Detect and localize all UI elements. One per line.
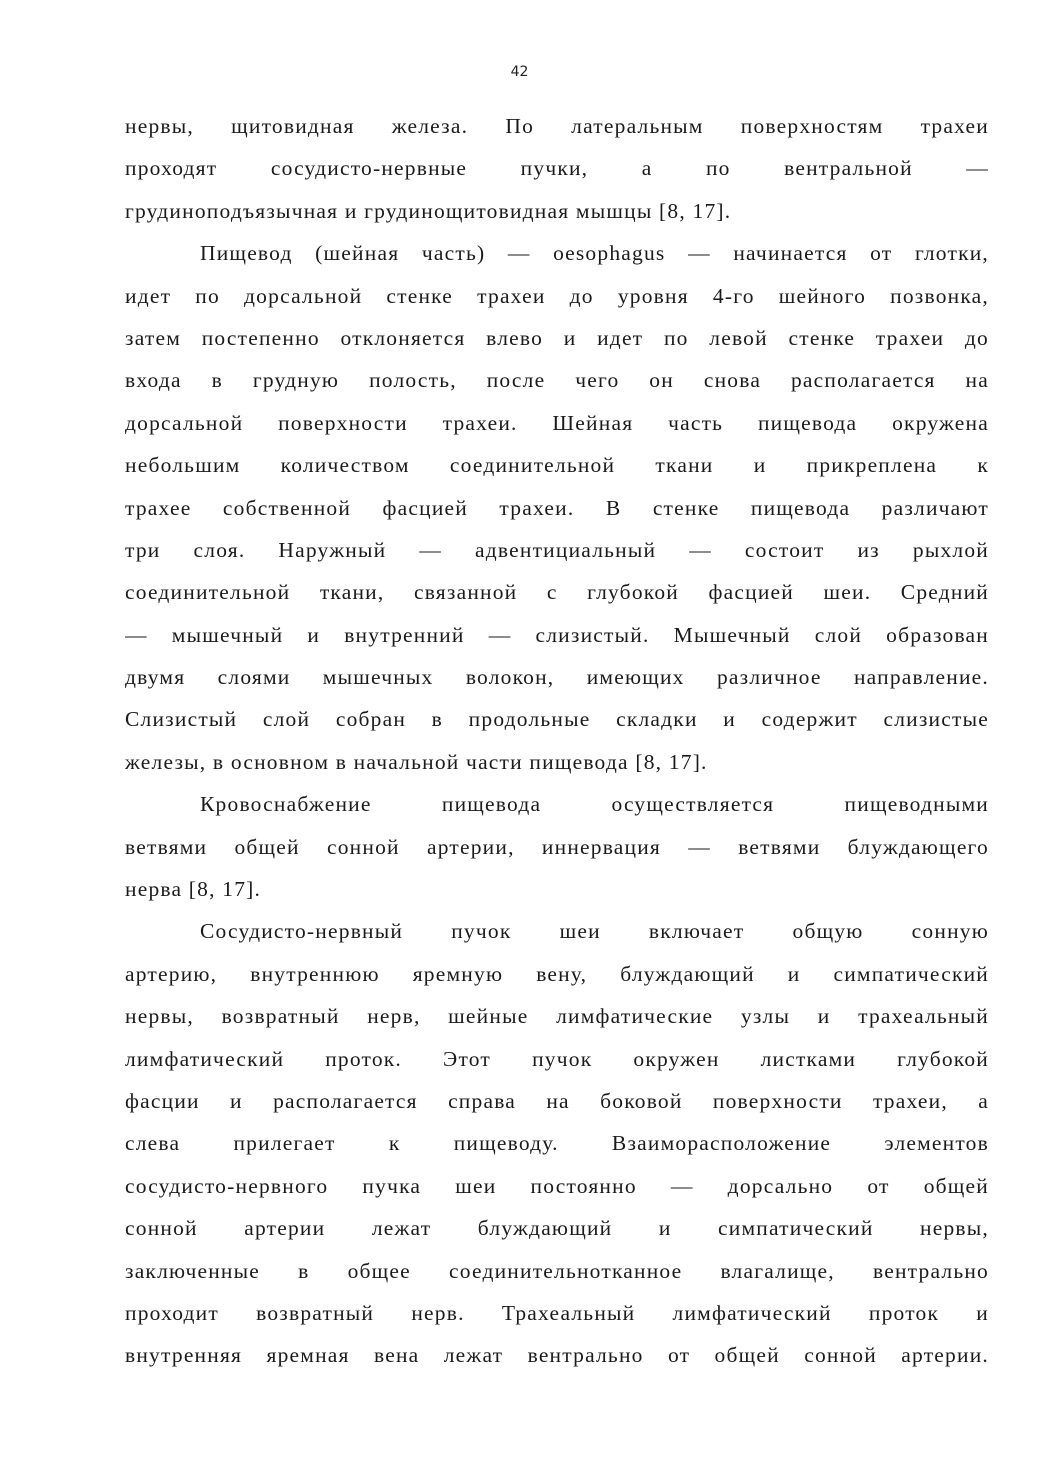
text-line: проходят сосудисто-нервные пучки, а по вентральной —: [125, 156, 989, 181]
text-line: сонной артерии лежат блуждающий и симпатический нервы,: [125, 1216, 989, 1241]
text-line: Кровоснабжение пищевода осуществляется пищеводными: [200, 792, 989, 817]
text-line: три слоя. Наружный — адвентициальный — состоит из рыхлой: [125, 537, 989, 562]
text-line: небольшим количеством соединительной ткани и прикреплена к: [125, 453, 989, 478]
text-line: заключенные в общее соединительнотканное влагалище, вентрально: [125, 1258, 989, 1283]
text-line: трахее собственной фасцией трахеи. В стенке пищевода различают: [125, 495, 989, 520]
page-number: 42: [510, 64, 529, 80]
text-line: слева прилегает к пищеводу. Взаиморасположение элементов: [125, 1131, 989, 1156]
text-line: внутренняя яремная вена лежат вентрально от общей сонной артерии.: [125, 1343, 989, 1368]
text-line: — мышечный и внутренний — слизистый. Мышечный слой образован: [125, 622, 989, 647]
text-line: идет по дорсальной стенке трахеи до уровня 4-го шейного позвонка,: [125, 283, 989, 308]
text-line: Пищевод (шейная часть) — oesophagus — начинается от глотки,: [200, 241, 989, 266]
text-line: дорсальной поверхности трахеи. Шейная часть пищевода окружена: [125, 410, 989, 435]
text-line: Слизистый слой собран в продольные складки и содержит слизистые: [125, 707, 989, 732]
text-line: двумя слоями мышечных волокон, имеющих различное направление.: [125, 665, 989, 690]
text-line: железы, в основном в начальной части пищевода [8, 17].: [125, 749, 708, 774]
text-line: затем постепенно отклоняется влево и идет по левой стенке трахеи до: [125, 325, 989, 350]
text-line: Сосудисто-нервный пучок шеи включает общую сонную: [200, 919, 989, 944]
body-text: [125, 105, 989, 1377]
text-line: соединительной ткани, связанной с глубокой фасцией шеи. Средний: [125, 580, 989, 605]
text-line: нерва [8, 17].: [125, 877, 262, 902]
text-line: сосудисто-нервного пучка шеи постоянно — дорсально от общей: [125, 1173, 989, 1198]
text-line: грудиноподъязычная и грудинощитовидная мышцы [8, 17].: [125, 198, 732, 223]
text-line: артерию, внутреннюю яремную вену, блуждающий и симпатический: [125, 961, 989, 986]
text-line: входа в грудную полость, после чего он снова располагается на: [125, 368, 989, 393]
text-line: проходит возвратный нерв. Трахеальный лимфатический проток и: [125, 1300, 989, 1325]
text-line: фасции и располагается справа на боковой поверхности трахеи, а: [125, 1088, 989, 1113]
text-line: нервы, возвратный нерв, шейные лимфатические узлы и трахеальный: [125, 1004, 989, 1029]
text-line: нервы, щитовидная железа. По латеральным поверхностям трахеи: [125, 114, 989, 138]
text-line: лимфатический проток. Этот пучок окружен листками глубокой: [125, 1046, 989, 1071]
text-line: ветвями общей сонной артерии, иннервация — ветвями блуждающего: [125, 834, 989, 859]
